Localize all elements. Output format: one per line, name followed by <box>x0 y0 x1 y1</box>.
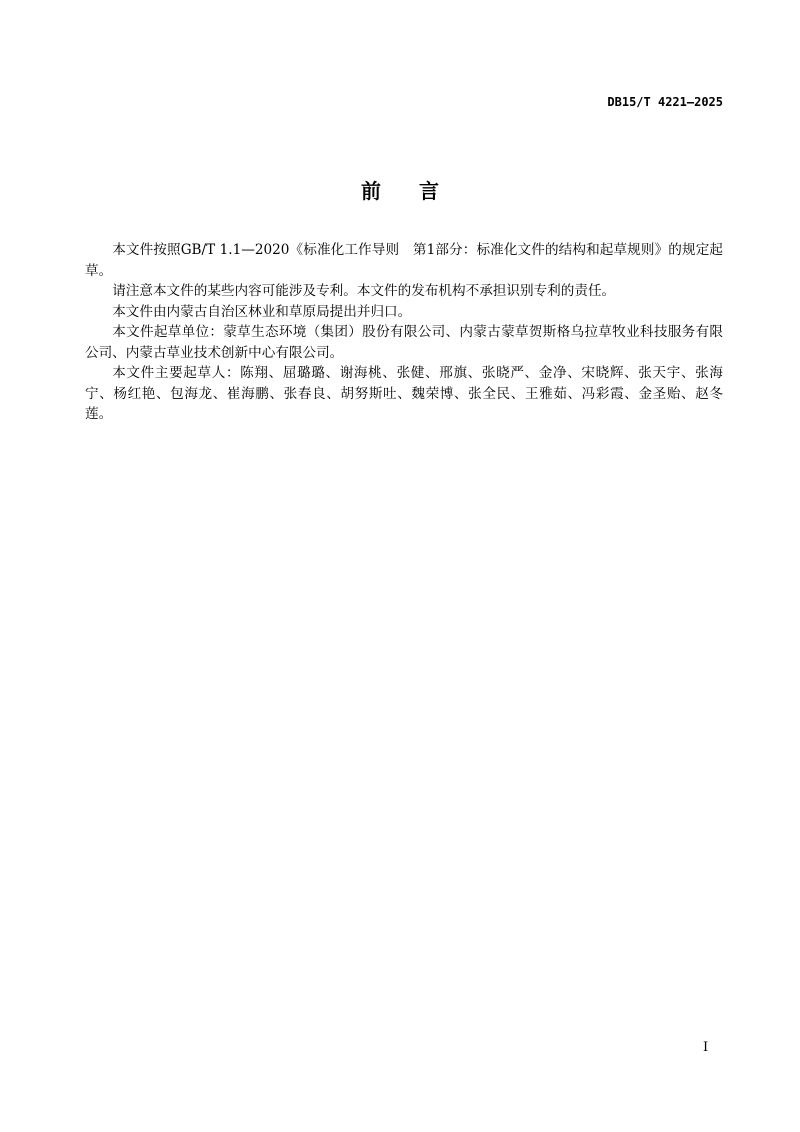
paragraph-drafters: 本文件主要起草人：陈翔、屈璐璐、谢海桃、张健、邢旗、张晓严、金净、宋晓辉、张天宇、张海宁、杨红艳、包海龙、崔海鹏、张春良、胡努斯吐、魏荣博、张全民、王雅茹、冯彩霞、金圣贻、赵冬莲。 <box>85 365 723 422</box>
page-title: 前言 <box>361 179 477 203</box>
document-code: DB15/T 4221—2025 <box>607 95 723 109</box>
paragraph-drafting-units: 本文件起草单位：蒙草生态环境（集团）股份有限公司、内蒙古蒙草贺斯格乌拉草牧业科技服务有限公司、内蒙古草业技术创新中心有限公司。 <box>85 324 723 361</box>
paragraph-patent-notice: 请注意本文件的某些内容可能涉及专利。本文件的发布机构不承担识别专利的责任。 <box>112 283 616 299</box>
foreword-body <box>85 240 723 425</box>
page-number: I <box>703 1040 709 1055</box>
paragraph-drafting-rules: 本文件按照GB/T 1.1—2020《标准化工作导则 第1部分：标准化文件的结构和起草规则》的规定起草。 <box>85 242 723 279</box>
paragraph-proposer: 本文件由内蒙古自治区林业和草原局提出并归口。 <box>112 303 412 320</box>
